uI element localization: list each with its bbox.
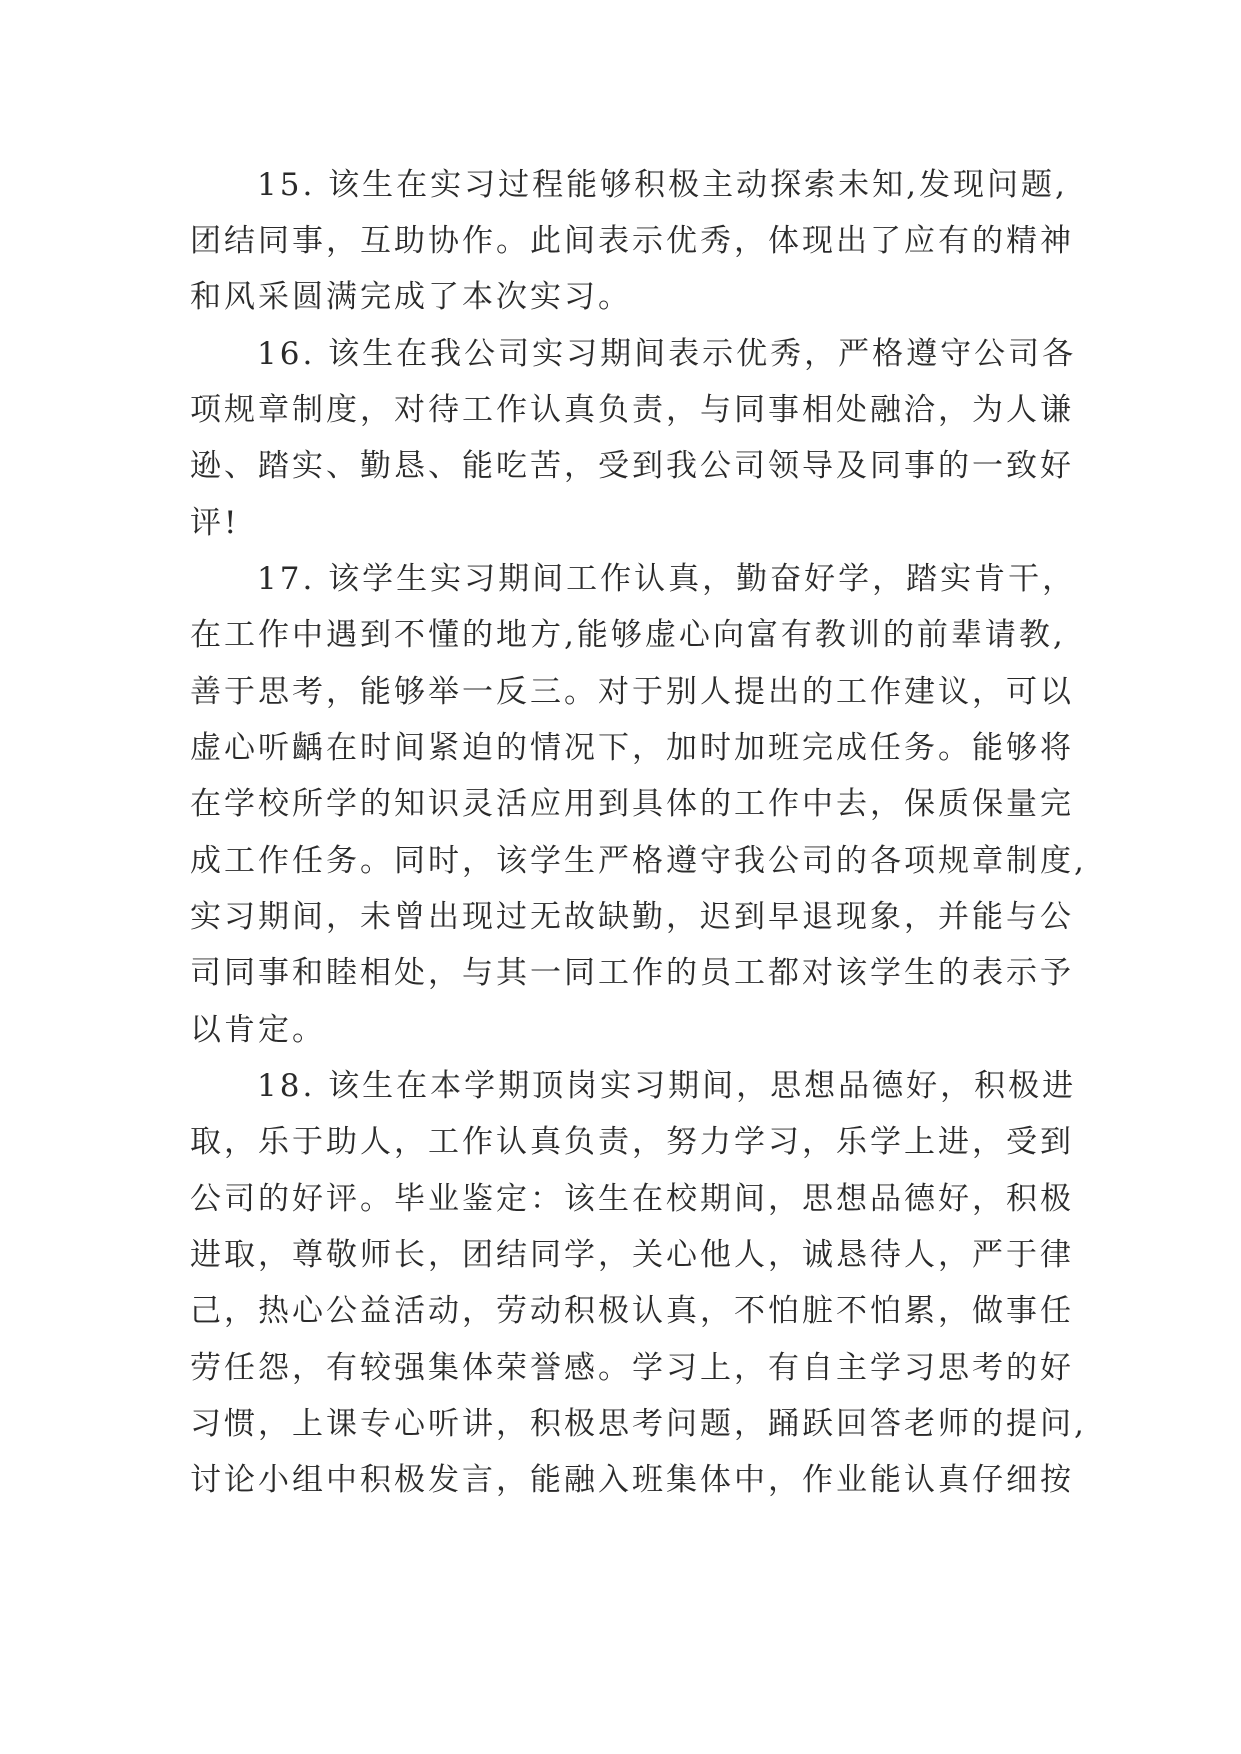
paragraph-15-line-2: 团结同事，互助协作。此间表示优秀，体现出了应有的精神 (190, 223, 1074, 259)
paragraph-18-line-5: 己，热心公益活动，劳动积极认真，不怕脏不怕累，做事任 (190, 1293, 1074, 1329)
paragraph-16-line-4: 评! (190, 505, 240, 541)
paragraph-18-line-3: 公司的好评。毕业鉴定：该生在校期间，思想品德好，积极 (190, 1181, 1074, 1217)
paragraph-17-line-3: 善于思考，能够举一反三。对于别人提出的工作建议，可以 (190, 674, 1074, 710)
paragraph-18-line-2: 取，乐于助人，工作认真负责，努力学习，乐学上进，受到 (190, 1124, 1074, 1160)
paragraph-17-line-1: 17. 该学生实习期间工作认真，勤奋好学，踏实肯干， (257, 561, 1077, 597)
paragraph-17-line-7: 实习期间，未曾出现过无故缺勤，迟到早退现象，并能与公 (190, 899, 1074, 935)
paragraph-16-line-3: 逊、踏实、勤恳、能吃苦，受到我公司领导及同事的一致好 (190, 448, 1074, 484)
paragraph-17-line-2: 在工作中遇到不懂的地方,能够虚心向富有教训的前辈请教, (190, 617, 1066, 653)
paragraph-17-line-9: 以肯定。 (190, 1012, 326, 1048)
paragraph-15-line-1: 15. 该生在实习过程能够积极主动探索未知,发现问题, (257, 167, 1068, 203)
paragraph-18-line-1: 18. 该生在本学期顶岗实习期间，思想品德好，积极进 (257, 1068, 1077, 1104)
paragraph-16-line-1: 16. 该生在我公司实习期间表示优秀，严格遵守公司各 (257, 336, 1077, 372)
paragraph-18-line-4: 进取，尊敬师长，团结同学，关心他人，诚恳待人，严于律 (190, 1237, 1074, 1273)
paragraph-16-line-2: 项规章制度，对待工作认真负责，与同事相处融洽，为人谦 (190, 392, 1074, 428)
paragraph-15-line-3: 和风采圆满完成了本次实习。 (190, 279, 632, 315)
paragraph-17-line-5: 在学校所学的知识灵活应用到具体的工作中去，保质保量完 (190, 786, 1074, 822)
paragraph-18-line-6: 劳任怨，有较强集体荣誉感。学习上，有自主学习思考的好 (190, 1350, 1074, 1386)
paragraph-18-line-8: 讨论小组中积极发言，能融入班集体中，作业能认真仔细按 (190, 1462, 1074, 1498)
paragraph-17-line-4: 虚心听齲在时间紧迫的情况下，加时加班完成任务。能够将 (190, 730, 1074, 766)
paragraph-17-line-6: 成工作任务。同时，该学生严格遵守我公司的各项规章制度, (190, 843, 1087, 879)
paragraph-18-line-7: 习惯，上课专心听讲，积极思考问题，踊跃回答老师的提问, (190, 1406, 1087, 1442)
paragraph-17-line-8: 司同事和睦相处，与其一同工作的员工都对该学生的表示予 (190, 955, 1074, 991)
